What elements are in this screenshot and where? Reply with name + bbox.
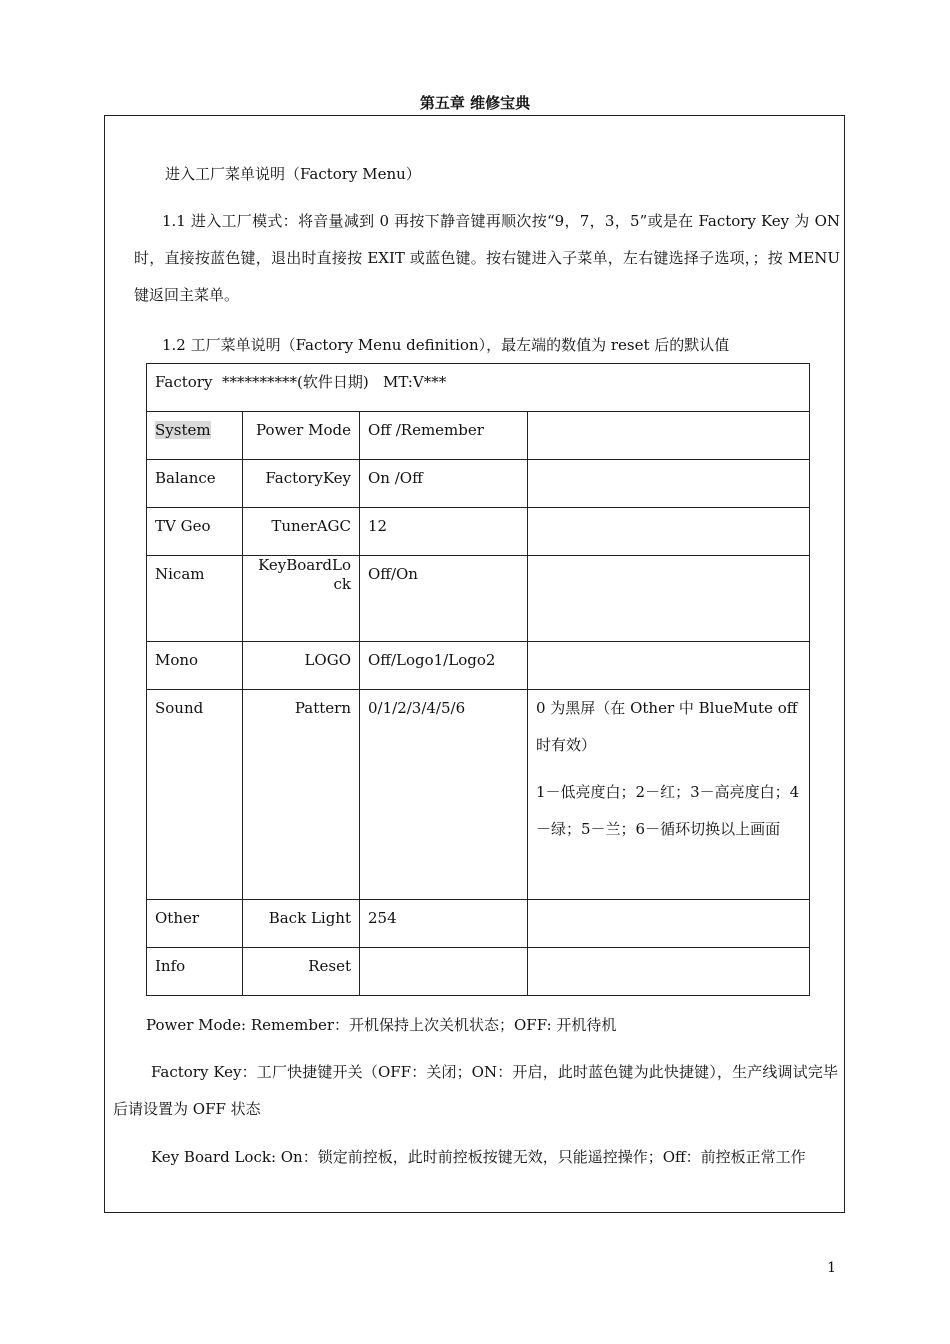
item-cell: LOGO	[243, 642, 360, 690]
note-cell	[528, 460, 810, 508]
menu-label-system: System	[155, 421, 211, 439]
table-row	[147, 460, 810, 508]
menu-cell: Nicam	[147, 556, 243, 642]
power-mode-note: Power Mode: Remember：开机保持上次关机状态；OFF: 开机待机	[146, 1016, 617, 1034]
value-cell: Off/On	[360, 556, 528, 642]
table-row	[147, 556, 810, 642]
factory-menu-table	[146, 363, 810, 996]
item-cell: Reset	[243, 948, 360, 996]
menu-cell: Balance	[147, 460, 243, 508]
note-cell	[528, 508, 810, 556]
value-cell: 254	[360, 900, 528, 948]
value-cell: 0/1/2/3/4/5/6	[360, 690, 528, 900]
factory-key-note: Factory Key：工厂快捷键开关（OFF：关闭；ON：开启，此时蓝色键为此快捷键），生产线调试完毕后请设置为 OFF 状态	[113, 1063, 838, 1118]
menu-cell: Sound	[147, 690, 243, 900]
note-cell	[528, 900, 810, 948]
note-cell	[528, 412, 810, 460]
value-cell: Off/Logo1/Logo2	[360, 642, 528, 690]
table-header-cell: Factory **********(软件日期) MT:V***	[147, 364, 810, 412]
chapter-title: 第五章 维修宝典	[419, 94, 531, 112]
pattern-note-black: 0 为黑屏（在 Other 中 BlueMute off 时有效）	[536, 699, 798, 754]
table-row	[147, 900, 810, 948]
table-row	[147, 508, 810, 556]
table-header-row	[147, 364, 810, 412]
item-cell: KeyBoardLock	[243, 556, 360, 642]
note-cell	[528, 948, 810, 996]
menu-cell	[147, 412, 243, 460]
section-1-1-paragraph: 1.1 进入工厂模式：将音量减到 0 再按下静音键再顺次按“9，7，3，5”或是在 Factory Key 为 ON 时，直接按蓝色键，退出时直接按 EXIT 或蓝色键。按右键进入子菜单，左右键选择子选项，；按 MENU 键返回主菜单。	[134, 212, 840, 304]
intro-heading: 进入工厂菜单说明（Factory Menu）	[165, 165, 421, 183]
item-cell: FactoryKey	[243, 460, 360, 508]
section-1-2-paragraph: 1.2 工厂菜单说明（Factory Menu definition），最左端的数值为 reset 后的默认值	[162, 336, 730, 354]
table-row	[147, 412, 810, 460]
menu-cell: TV Geo	[147, 508, 243, 556]
table-row	[147, 690, 810, 900]
note-cell	[528, 690, 810, 900]
value-cell	[360, 948, 528, 996]
table-row	[147, 642, 810, 690]
note-cell	[528, 556, 810, 642]
menu-cell: Other	[147, 900, 243, 948]
item-cell: TunerAGC	[243, 508, 360, 556]
value-cell: Off /Remember	[360, 412, 528, 460]
item-cell: Pattern	[243, 690, 360, 900]
value-cell: 12	[360, 508, 528, 556]
note-cell	[528, 642, 810, 690]
table-row	[147, 948, 810, 996]
menu-cell: Info	[147, 948, 243, 996]
item-cell: Back Light	[243, 900, 360, 948]
page-number: 1	[827, 1260, 836, 1276]
menu-cell: Mono	[147, 642, 243, 690]
keyboard-lock-note: Key Board Lock: On：锁定前控板，此时前控板按键无效，只能遥控操作；Off：前控板正常工作	[151, 1148, 806, 1166]
value-cell: On /Off	[360, 460, 528, 508]
pattern-note-colors: 1－低亮度白；2－红；3－高亮度白；4－绿；5－兰；6－循环切换以上画面	[536, 783, 800, 838]
item-cell: Power Mode	[243, 412, 360, 460]
